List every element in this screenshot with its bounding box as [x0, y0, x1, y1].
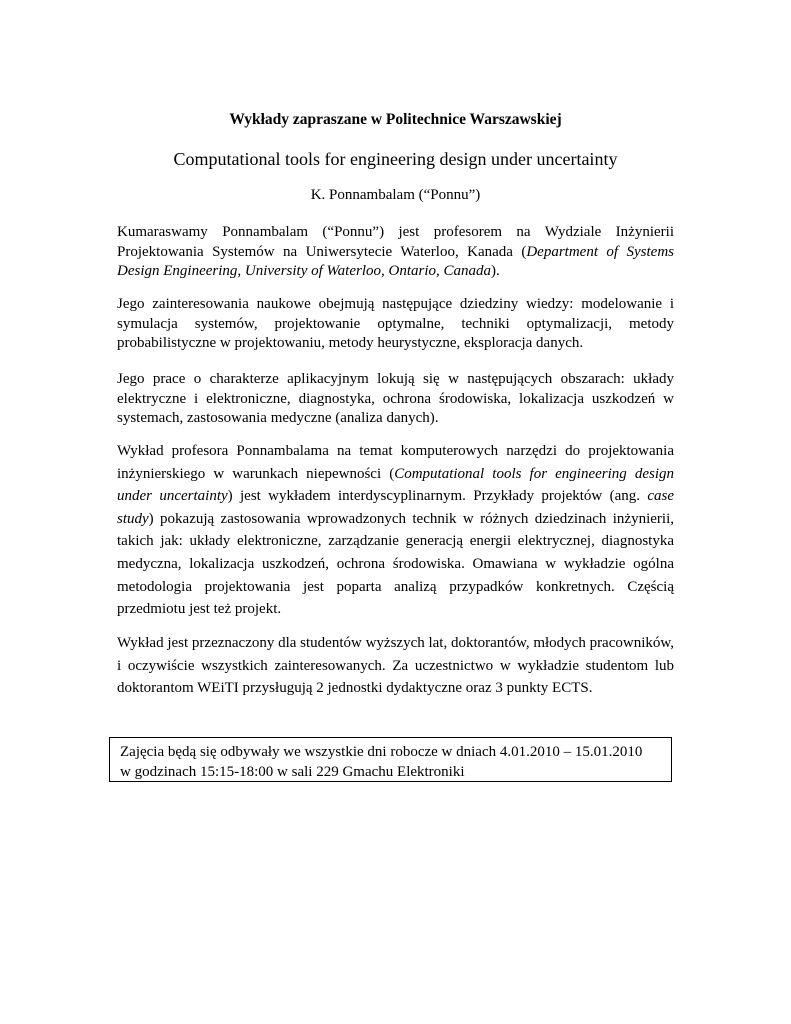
lecture-desc-text-2: ) jest wykładem interdyscyplinarnym. Przykłady projektów (ang. — [227, 488, 648, 505]
lecture-desc-text: Wykład profesora Ponnambalama na temat komputerowych narzędzi do projektowania inżynierskiego w warunkach niepewności ( — [117, 443, 674, 482]
paragraph-research-interests: Jego zainteresowania naukowe obejmują następujące dziedziny wiedzy: modelowanie i symulacja systemów, projektowanie optymalne, techniki optymalizacji, metody probabilistyczne w projektowaniu, metody heurystyczne, eksploracja danych. — [117, 296, 674, 352]
bio-text-end: ). — [491, 263, 500, 280]
paragraph-bio — [117, 223, 674, 282]
page-header: Wykłady zapraszane w Politechnice Warszawskiej — [229, 111, 562, 128]
schedule-time-room: w godzinach 15:15-18:00 w sali 229 Gmachu Elektroniki — [120, 764, 465, 780]
paragraph-audience: Wykład jest przeznaczony dla studentów wyższych lat, doktorantów, młodych pracowników, i oczywiście wszystkich zainteresowanych. Za uczestnictwo w wykładzie studentom lub doktorantom WEiTI przysługują 2 jednostki dydaktyczne oraz 3 punkty ECTS. — [117, 635, 674, 697]
bio-text: Kumaraswamy Ponnambalam (“Ponnu”) jest profesorem na Wydziale Inżynierii Projektowania Systemów na Uniwersytecie Waterloo, Kanada ( — [117, 224, 674, 260]
paragraph-lecture-description — [117, 440, 674, 621]
bio-affiliation-italic: Department of Systems Design Engineering, University of Waterloo, Ontario, Canada — [117, 243, 674, 280]
lecture-desc-italic-case-study: case study — [117, 488, 674, 527]
schedule-box — [109, 737, 672, 782]
schedule-dates: Zajęcia będą się odbywały we wszystkie dni robocze w dniach 4.01.2010 – 15.01.2010 — [120, 744, 643, 760]
lecture-author: K. Ponnambalam (“Ponnu”) — [310, 187, 481, 203]
lecture-desc-italic-title: Computational tools for engineering design under uncertainty — [117, 465, 675, 505]
lecture-desc-text-3: ) pokazują zastosowania wprowadzonych technik w różnych dziedzinach inżynierii, takich jak: układy elektroniczne, zarządzanie generacją energii elektrycznej, diagnostyka medyczna, lokalizacja uszkodzeń, ochrona środowiska. Omawiana w wykładzie ogólna metodologia projektowania jest poparta analizą przypadków konkretnych. Częścią przedmiotu jest też projekt. — [117, 510, 674, 618]
paragraph-applied-work: Jego prace o charakterze aplikacyjnym lokują się w następujących obszarach: układy elektryczne i elektroniczne, diagnostyka, ochrona środowiska, lokalizacja uszkodzeń w systemach, zastosowania medyczne (analiza danych). — [117, 371, 674, 427]
lecture-title: Computational tools for engineering design under uncertainty — [173, 149, 618, 169]
